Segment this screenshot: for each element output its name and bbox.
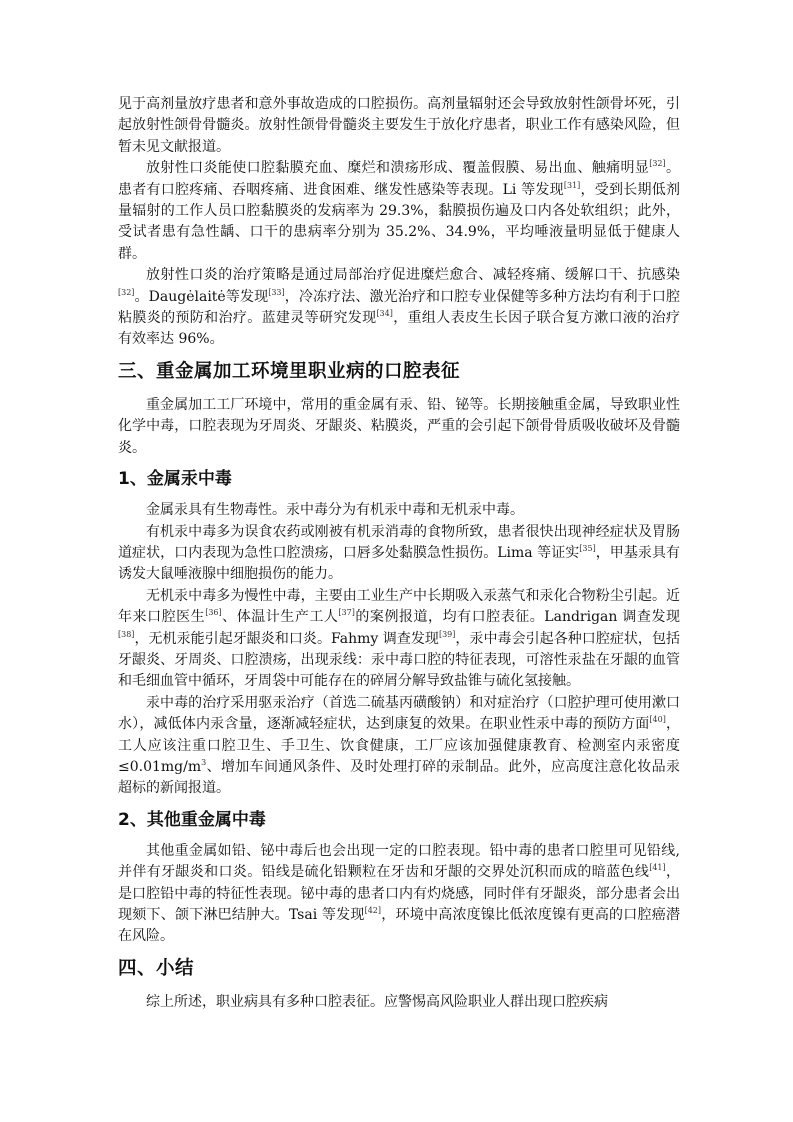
document-page — [118, 94, 680, 1013]
paragraph-text: 有机汞中毒多为误食农药或刚被有机汞消毒的食物所致，患者很快出现神经症状及胃肠道症状，口内表现为急性口腔溃疡，口唇多处黏膜急性损伤。Lima 等证实 — [118, 523, 680, 561]
citation-ref: [40] — [649, 715, 666, 725]
citation-ref: [32] — [118, 287, 135, 297]
citation-ref: [34] — [376, 309, 393, 319]
paragraph-text: ，重组人表皮生长因子联合复方漱口液的治疗有效率达 96%。 — [118, 310, 681, 348]
paragraph-mercury-treatment — [118, 693, 680, 800]
paragraph-text: 重金属加工工厂环境中，常用的重金属有汞、铅、铋等。长期接触重金属，导致职业性化学中毒，口腔表现为牙周炎、牙龈炎、粘膜炎，严重的会引起下颌骨骨质吸收破坏及骨髓炎。 — [118, 396, 680, 456]
citation-ref: [41] — [649, 863, 666, 873]
paragraph-heavy-metal-intro — [118, 395, 680, 459]
paragraph-text: ，甲基汞具有诱发大鼠唾液腺中细胞损伤的能力。 — [118, 544, 680, 583]
citation-ref: [42] — [364, 906, 382, 915]
paragraph-inorganic-mercury — [118, 586, 680, 693]
citation-ref: [33] — [268, 287, 285, 297]
paragraph-text: 汞中毒的治疗采用驱汞治疗（首选二硫基丙磺酸钠）和对症治疗（口腔护理可使用漱口水），减低体内汞含量，逐渐减轻症状，达到康复的效果。在职业性汞中毒的预防方面 — [118, 694, 680, 733]
paragraph-text: ，环境中高浓度镍比低浓度镍有更高的口腔癌潜在风险。 — [118, 907, 681, 945]
paragraph-text: 的案例报道，均有口腔表征。Landrigan 调查发现 — [354, 609, 680, 626]
paragraph-text: ，冷冻疗法、激光治疗和口腔专业保健等多种方法均有利于口腔粘膜炎的预防和治疗。蓝建灵等研究发现 — [118, 288, 680, 327]
paragraph-radiation-jaw — [118, 94, 680, 158]
paragraph-radiation-stomatitis — [118, 158, 680, 265]
citation-ref: [31] — [563, 180, 581, 190]
paragraph-summary — [118, 992, 680, 1013]
paragraph-text: 其他重金属如铅、铋中毒后也会出现一定的口腔表现。铅中毒的患者口腔里可见铅线,并伴有牙龈炎和口炎。铅线是硫化铅颗粒在牙齿和牙龈的交界处沉积而成的暗蓝色线 — [118, 842, 680, 881]
citation-ref: [38] — [118, 629, 135, 639]
paragraph-text: 放射性口炎能使口腔黏膜充血、糜烂和溃疡形成、覆盖假膜、易出血、触痛明显 — [146, 160, 650, 177]
citation-ref: [37] — [338, 608, 355, 618]
section-heading-summary: 四、小结 — [118, 957, 195, 979]
citation-ref: [32] — [649, 159, 666, 169]
paragraph-organic-mercury — [118, 522, 680, 586]
paragraph-text: 。患者有口腔疼痛、吞咽疼痛、进食困难、继发性感染等表现。Li 等发现 — [118, 160, 681, 198]
paragraph-text: 、体温计生产工人 — [221, 609, 339, 626]
unit-superscript: 3 — [201, 757, 207, 767]
paragraph-text: 。Daugėlaitė等发现 — [134, 288, 269, 305]
citation-ref: [36] — [205, 608, 222, 618]
paragraph-text: 、增加车间通风条件、及时处理打碎的汞制品。此外，应高度注意化妆品汞超标的新闻报道。 — [118, 758, 680, 797]
citation-ref: [35] — [579, 543, 596, 553]
paragraph-text: 金属汞具有生物毒性。汞中毒分为有机汞中毒和无机汞中毒。 — [146, 502, 524, 519]
section-heading-heavy-metal: 三、重金属加工环境里职业病的口腔表征 — [118, 360, 461, 382]
subsection-heading-other-metals: 2、其他重金属中毒 — [118, 809, 266, 830]
paragraph-other-metals — [118, 841, 680, 948]
paragraph-text: ，无机汞能引起牙龈炎和口炎。Fahmy 调查发现 — [134, 630, 439, 647]
subsection-heading-mercury: 1、金属汞中毒 — [118, 469, 232, 490]
paragraph-text: ，受到长期低剂量辐射的工作人员口腔黏膜炎的发病率为 29.3%，黏膜损伤遍及口内各处软组织；此外，受试者患有急性龋、口干的患病率分别为 35.2%、34.9%，平均唾液量明显低于健康人群。 — [118, 181, 681, 262]
paragraph-mercury-intro — [118, 500, 680, 521]
paragraph-text: ，汞中毒会引起各种口腔症状，包括牙龈炎、牙周炎、口腔溃疡，出现汞线：汞中毒口腔的特征表现，可溶性汞盐在牙龈的血管和毛细血管中循环，牙周袋中可能存在的碎屑分解导致盐锥与硫化氢接触。 — [118, 630, 681, 690]
paragraph-text: 无机汞中毒多为慢性中毒，主要由工业生产中长期吸入汞蒸气和汞化合物粉尘引起。近年来口腔医生 — [118, 587, 680, 626]
paragraph-text: 综上所述，职业病具有多种口腔表征。应警惕高风险职业人群出现口腔疾病 — [146, 993, 608, 1010]
paragraph-text: ，工人应该注重口腔卫生、手卫生、饮食健康，工厂应该加强健康教育、检测室内汞密度≤0.01mg/m — [118, 716, 681, 775]
citation-ref: [39] — [438, 629, 456, 639]
paragraph-text: ，是口腔铅中毒的特征性表现。铋中毒的患者口内有灼烧感，同时伴有牙龈炎，部分患者会出现颏下、颌下淋巴结肿大。Tsai 等发现 — [118, 864, 680, 923]
paragraph-radiation-treatment — [118, 265, 680, 351]
paragraph-text: 见于高剂量放疗患者和意外事故造成的口腔损伤。高剂量辐射还会导致放射性颌骨坏死，引起放射性颌骨骨髓炎。放射性颌骨骨髓炎主要发生于放化疗患者，职业工作有感染风险，但暂未见文献报道。 — [118, 96, 680, 155]
paragraph-text: 放射性口炎的治疗策略是通过局部治疗促进糜烂愈合、减轻疼痛、缓解口干、抗感染 — [146, 267, 680, 284]
